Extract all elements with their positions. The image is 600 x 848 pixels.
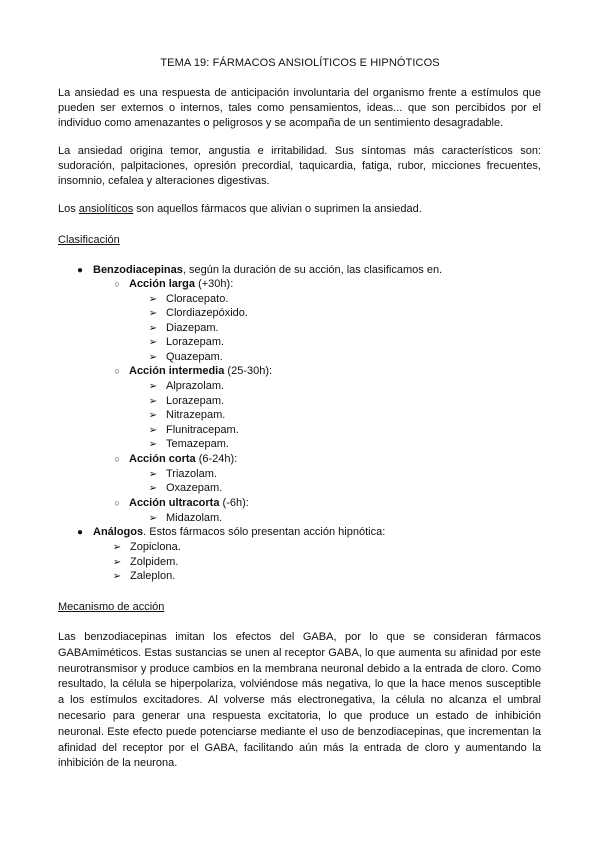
list-item-accion-corta	[129, 452, 237, 467]
text-line: neurotransmisor y produce cambios en la membrana neuronal debido a la entrada de cloro. Como	[58, 662, 541, 675]
list-item-drug: Quazepam.	[166, 351, 223, 363]
text-line: insomnio, cefalea y alteraciones digestivas.	[58, 175, 270, 187]
arrow-bullet-icon: ➢	[148, 513, 158, 524]
bold-label: Acción intermedia	[129, 365, 225, 377]
intro-paragraph-1	[58, 86, 541, 131]
text-line: sudoración, palpitaciones, opresión precordial, taquicardia, fatiga, rubor, micciones frecuentes,	[58, 160, 541, 172]
text-line: La ansiedad es una respuesta de anticipación involuntaria del organismo frente a estímulos que	[58, 87, 541, 99]
text-line: inhibición de la neurona.	[58, 757, 178, 770]
circle-bullet-icon: ○	[114, 498, 120, 508]
text-fragment: (-6h):	[219, 497, 249, 509]
text-fragment: . Estos fármacos sólo presentan acción hipnótica:	[143, 526, 386, 538]
text-fragment: son aquellos fármacos que alivian o suprimen la ansiedad.	[133, 203, 422, 215]
bold-label: Benzodiacepinas	[93, 264, 183, 276]
list-item-drug: Zopiclona.	[130, 541, 181, 553]
arrow-bullet-icon: ➢	[112, 557, 122, 568]
bullet-icon: ●	[76, 265, 84, 276]
list-item-drug: Cloracepato.	[166, 293, 229, 305]
list-item-drug: Zaleplon.	[130, 570, 176, 582]
text-line: necesario para generar una respuesta excitatoria, lo que produce un estado de inhibición	[58, 709, 541, 722]
list-item-benzodiacepinas	[93, 263, 442, 278]
list-item-drug: Clordiazepóxido.	[166, 307, 248, 319]
text-line: La ansiedad origina temor, angustia e irritabilidad. Sus síntomas más característicos son:	[58, 145, 541, 157]
list-item-drug: Flunitracepam.	[166, 424, 239, 436]
circle-bullet-icon: ○	[114, 279, 120, 289]
mecanismo-paragraph	[58, 630, 541, 772]
arrow-bullet-icon: ➢	[148, 483, 158, 494]
section-heading-clasificacion: Clasificación	[58, 234, 120, 246]
bold-label: Acción corta	[129, 453, 196, 465]
list-item-drug: Diazepam.	[166, 322, 219, 334]
arrow-bullet-icon: ➢	[148, 294, 158, 305]
arrow-bullet-icon: ➢	[148, 337, 158, 348]
page-title: TEMA 19: FÁRMACOS ANSIOLÍTICOS E HIPNÓTICOS	[160, 57, 440, 69]
list-item-drug: Zolpidem.	[130, 556, 179, 568]
arrow-bullet-icon: ➢	[148, 396, 158, 407]
list-item-drug: Nitrazepam.	[166, 409, 226, 421]
arrow-bullet-icon: ➢	[148, 323, 158, 334]
text-fragment: (6-24h):	[195, 453, 238, 465]
list-item-accion-larga	[129, 277, 233, 292]
circle-bullet-icon: ○	[114, 454, 120, 464]
text-fragment: (25-30h):	[224, 365, 273, 377]
arrow-bullet-icon: ➢	[148, 352, 158, 363]
arrow-bullet-icon: ➢	[148, 381, 158, 392]
list-item-analogos	[93, 525, 385, 540]
arrow-bullet-icon: ➢	[148, 425, 158, 436]
arrow-bullet-icon: ➢	[112, 542, 122, 553]
bold-label: Análogos	[93, 526, 144, 538]
arrow-bullet-icon: ➢	[148, 439, 158, 450]
arrow-bullet-icon: ➢	[148, 410, 158, 421]
text-line: resultado, la célula se hiperpolariza, volviéndose más negativa, lo que la hace menos susceptible	[58, 678, 541, 691]
list-item-drug: Alprazolam.	[166, 380, 225, 392]
arrow-bullet-icon: ➢	[112, 571, 122, 582]
text-line: neuronal. Este efecto puede potenciarse mediante el uso de benzodiacepinas, que incrementan la	[58, 725, 541, 738]
bold-label: Acción larga	[129, 278, 196, 290]
text-line: individuo como amenazantes o peligrosos y se acompaña de un sentimiento desagradable.	[58, 117, 504, 129]
text-line: afinidad del receptor por el GABA, facilitando aún más la entrada de cloro y aumentando la	[58, 741, 541, 754]
list-item-drug: Oxazepam.	[166, 482, 223, 494]
list-item-accion-intermedia	[129, 364, 272, 379]
bold-label: Acción ultracorta	[129, 497, 220, 509]
term-ansioliticos: ansiolíticos	[78, 203, 134, 215]
intro-paragraph-2	[58, 144, 541, 189]
list-item-drug: Lorazepam.	[166, 395, 225, 407]
text-fragment: Los	[58, 203, 79, 215]
intro-paragraph-3	[58, 202, 422, 217]
text-line: pueden ser externos o internos, tales como pensamientos, ideas... que son percibidos por el	[58, 102, 541, 114]
text-line: GABAmiméticos. Estas sustancias se unen al receptor GABA, lo que aumenta su afinidad por este	[58, 646, 541, 659]
circle-bullet-icon: ○	[114, 366, 120, 376]
list-item-drug: Midazolam.	[166, 512, 223, 524]
list-item-accion-ultracorta	[129, 496, 249, 511]
arrow-bullet-icon: ➢	[148, 469, 158, 480]
text-line: Las benzodiacepinas imitan los efectos del GABA, por lo que se consideran fármacos	[58, 631, 541, 643]
arrow-bullet-icon: ➢	[148, 308, 158, 319]
list-item-drug: Triazolam.	[166, 468, 217, 480]
section-heading-mecanismo: Mecanismo de acción	[58, 601, 165, 613]
text-line: a los estímulos excitadores. Al volverse más electronegativa, la célula no alcanza el umbral	[58, 694, 541, 707]
list-item-drug: Lorazepam.	[166, 336, 225, 348]
text-fragment: (+30h):	[195, 278, 234, 290]
text-fragment: , según la duración de su acción, las clasificamos en.	[182, 264, 443, 276]
list-item-drug: Temazepam.	[166, 438, 229, 450]
bullet-icon: ●	[76, 527, 84, 538]
